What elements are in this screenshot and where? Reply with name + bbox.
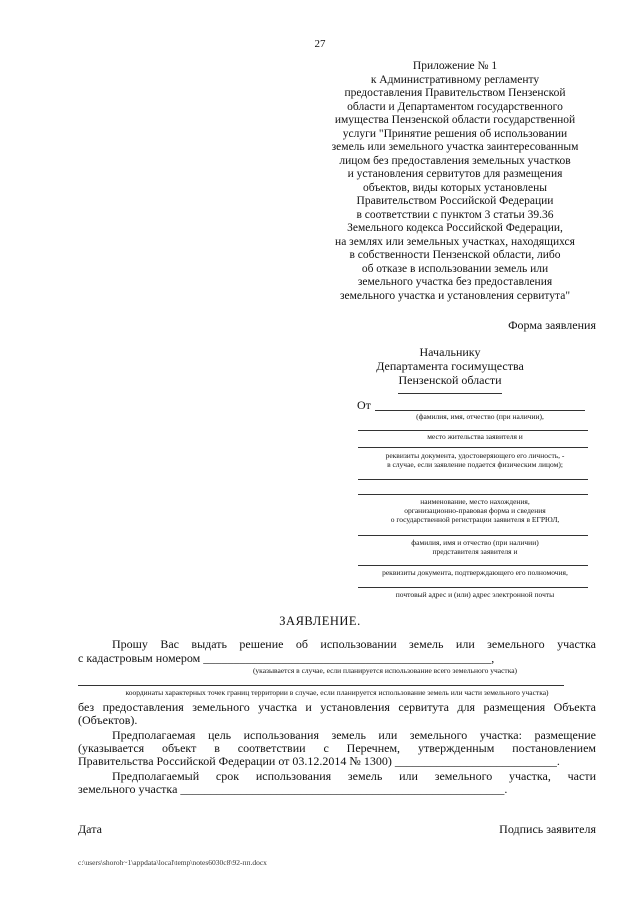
org-caption-3: о государственной регистрации заявителя в ЕГРЮЛ, bbox=[390, 515, 560, 524]
addressee-underline bbox=[398, 393, 502, 394]
representative-doc-caption: реквизиты документа, подтверждающего его полномочия, bbox=[382, 568, 568, 577]
page-number: 27 bbox=[314, 38, 326, 50]
org-field-line[interactable] bbox=[358, 479, 588, 480]
appendix-line: Приложение № 1 bbox=[412, 60, 498, 72]
p1-line-1: Прошу Вас выдать решение об использовании земель или земельного участка bbox=[112, 637, 596, 651]
fio-caption: (фамилия, имя, отчество (при наличии), bbox=[416, 412, 544, 421]
addressee-line: Пензенской области bbox=[398, 373, 502, 387]
coordinates-field-line[interactable] bbox=[78, 685, 564, 686]
addressee-block bbox=[360, 345, 540, 387]
p1-line-4: (Объектов). bbox=[78, 713, 138, 727]
residence-field-line-2[interactable] bbox=[358, 447, 588, 448]
appendix-line: к Административному регламенту bbox=[370, 73, 540, 86]
addressee-line: Департамента госимущества bbox=[376, 359, 524, 373]
appendix-line: объектов, виды которых установлены bbox=[363, 181, 547, 194]
p1-line-2: с кадастровым номером ________________________________________________, bbox=[78, 651, 495, 665]
from-label: От bbox=[357, 398, 371, 412]
statement-title: ЗАЯВЛЕНИЕ. bbox=[279, 614, 361, 628]
coordinates-caption: координаты характерных точек границ территории в случае, если планируется использование земель или части земельного участка) bbox=[125, 688, 549, 697]
p2-line-1: Предполагаемая цель использования земель или земельного участка: размещение bbox=[112, 728, 596, 742]
date-label: Дата bbox=[78, 822, 102, 836]
contact-field-line[interactable] bbox=[358, 587, 588, 588]
org-field-line-2[interactable] bbox=[358, 494, 588, 495]
appendix-line: земельного участка без предоставления bbox=[357, 276, 553, 288]
appendix-header bbox=[300, 60, 610, 303]
p3-line-2: земельного участка ______________________________________________________. bbox=[78, 782, 508, 796]
p3-line-1: Предполагаемый срок использования земель или земельного участка, части bbox=[112, 769, 596, 783]
p2-line-3: Правительства Российской Федерации от 03.12.2014 № 1300) ___________________________. bbox=[78, 754, 560, 768]
appendix-line: об отказе в использовании земель или bbox=[361, 262, 549, 275]
appendix-line: земель или земельного участка заинтересованным bbox=[331, 141, 579, 153]
appendix-line: в соответствии с пунктом 3 статьи 39.36 bbox=[356, 208, 554, 221]
representative-caption: фамилия, имя и отчество (при наличии) bbox=[411, 538, 539, 547]
representative-doc-line[interactable] bbox=[358, 565, 588, 566]
representative-caption-2: представителя заявителя и bbox=[432, 547, 518, 556]
identity-doc-caption-2: в случае, если заявление подается физическим лицом); bbox=[387, 460, 563, 469]
appendix-line: области и Департаментом государственного bbox=[347, 100, 563, 113]
form-label: Форма заявления bbox=[508, 318, 596, 332]
appendix-line: предоставления Правительством Пензенской bbox=[344, 87, 566, 99]
appendix-line: услуги "Принятие решения об использовании bbox=[342, 127, 568, 140]
identity-doc-caption: реквизиты документа, удостоверяющего его личность, - bbox=[385, 451, 565, 460]
fio-field-line[interactable] bbox=[375, 410, 585, 411]
representative-field-line[interactable] bbox=[358, 535, 588, 536]
org-caption: наименование, место нахождения, bbox=[420, 497, 530, 506]
signature-label: Подпись заявителя bbox=[499, 822, 596, 836]
appendix-line: лицом без предоставления земельных участков bbox=[339, 154, 571, 167]
p2-line-2: (указывается объект в соответствии с Перечнем, утвержденным постановлением bbox=[78, 741, 596, 755]
file-path: c:\users\shoroh~1\appdata\local\temp\notes6030c8\92-пп.docx bbox=[78, 858, 267, 867]
appendix-line: и установления сервитутов для размещения bbox=[347, 168, 563, 180]
residence-caption: место жительства заявителя и bbox=[427, 432, 523, 441]
appendix-line: земельного участка и установления сервитута" bbox=[339, 289, 571, 302]
residence-field-line[interactable] bbox=[358, 430, 588, 431]
org-caption-2: организационно-правовая форма и сведения bbox=[404, 506, 546, 515]
appendix-line: Земельного кодекса Российской Федерации, bbox=[347, 222, 563, 234]
p1-line-3: без предоставления земельного участка и установления сервитута для размещения Объекта bbox=[78, 700, 596, 714]
contact-caption: почтовый адрес и (или) адрес электронной почты bbox=[395, 590, 555, 599]
appendix-line: в собственности Пензенской области, либо bbox=[349, 249, 561, 261]
appendix-line: Правительством Российской Федерации bbox=[356, 195, 554, 207]
addressee-line: Начальнику bbox=[419, 345, 481, 359]
cadastral-caption: (указывается в случае, если планируется использование всего земельного участка) bbox=[252, 666, 518, 675]
appendix-line: имущества Пензенской области государственной bbox=[334, 114, 576, 126]
appendix-line: на землях или земельных участках, находящихся bbox=[335, 235, 575, 248]
